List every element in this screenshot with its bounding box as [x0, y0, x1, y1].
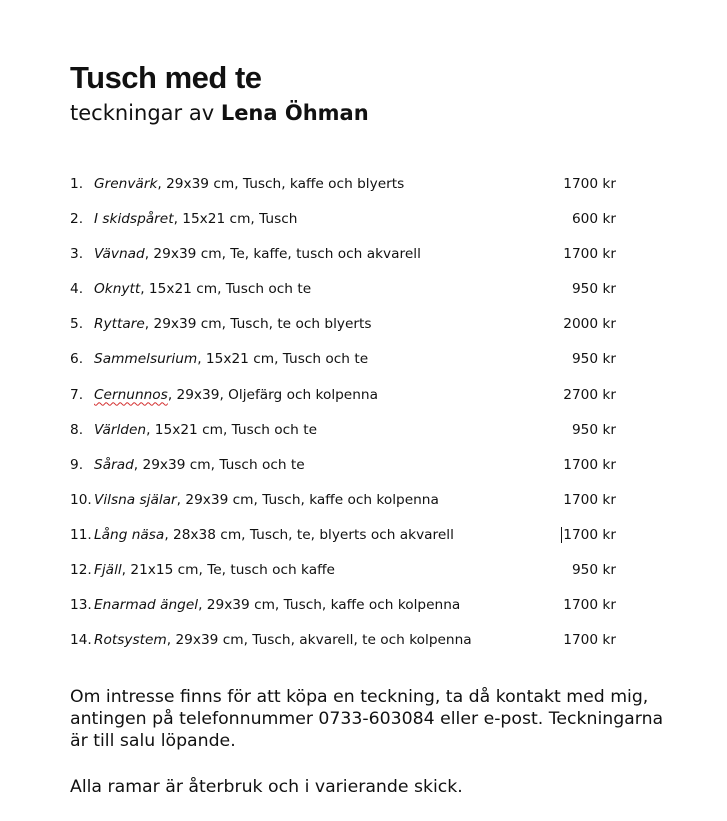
item-price: 950 kr — [571, 421, 616, 438]
list-item[interactable] — [70, 490, 630, 525]
item-number: 3. — [70, 246, 84, 263]
list-item[interactable] — [70, 630, 630, 665]
item-description — [94, 595, 460, 615]
list-item[interactable] — [70, 244, 630, 279]
item-title: Fjäll — [94, 562, 122, 579]
item-details: , 15x21 cm, Tusch — [173, 211, 298, 228]
item-number: 2. — [70, 211, 84, 228]
item-title: I skidspåret — [94, 211, 174, 228]
subtitle-prefix: teckningar av — [70, 101, 215, 125]
item-number: 7. — [70, 386, 84, 403]
item-number: 5. — [70, 316, 84, 333]
item-details: , 15x21 cm, Tusch och te — [140, 281, 312, 298]
contact-paragraph: Om intresse finns för att köpa en teckning, ta då kontakt med mig, antingen på telefonnummer 0733-603084 eller e-post. Teckningarna är till salu löpande. — [70, 687, 664, 751]
document-page — [70, 58, 690, 797]
item-description — [94, 349, 368, 369]
item-details: , 29x39 cm, Tusch, akvarell, te och kolpenna — [166, 632, 472, 649]
item-title: Oknytt — [94, 281, 141, 298]
item-number: 6. — [70, 351, 84, 368]
item-description — [94, 279, 311, 299]
item-number: 9. — [70, 456, 84, 473]
item-description — [94, 455, 305, 475]
list-item[interactable] — [70, 209, 630, 244]
item-number: 10. — [70, 491, 92, 508]
list-item[interactable] — [70, 174, 630, 209]
document-subtitle — [70, 98, 690, 128]
item-price: 1700 kr — [563, 176, 616, 192]
item-details: , 28x38 cm, Tusch, te, blyerts och akvarell — [164, 526, 454, 543]
item-title: Lång näsa — [94, 526, 165, 543]
item-description — [94, 244, 421, 264]
item-price: 1700 kr — [563, 632, 616, 649]
item-price: 1700 kr — [563, 456, 616, 473]
item-description — [94, 560, 335, 580]
artwork-list — [70, 174, 630, 665]
author-name: Lena Öhman — [220, 101, 369, 125]
item-title: Grenvärk — [94, 176, 158, 192]
item-description — [94, 314, 372, 334]
item-price: 1700 kr — [563, 246, 616, 263]
item-description — [94, 525, 454, 545]
item-details: , 15x21 cm, Tusch och te — [197, 351, 369, 368]
frames-paragraph: Alla ramar är återbruk och i varierande skick. — [70, 777, 463, 797]
item-title: Vävnad — [94, 246, 145, 263]
text-cursor — [561, 527, 562, 543]
item-title: Enarmad ängel — [94, 597, 199, 614]
item-price: 950 kr — [571, 562, 616, 579]
item-details: , 29x39 cm, Tusch, kaffe och kolpenna — [176, 491, 439, 508]
list-item[interactable] — [70, 420, 630, 455]
list-item[interactable] — [70, 314, 630, 349]
item-details: , 29x39 cm, Tusch, te och blyerts — [144, 316, 372, 333]
item-number: 12. — [70, 562, 92, 579]
item-price-value: 1700 kr — [563, 526, 616, 543]
item-description — [94, 490, 439, 510]
item-details: , 29x39 cm, Te, kaffe, tusch och akvarell — [144, 246, 421, 263]
item-price: 2700 kr — [563, 386, 616, 403]
item-description — [94, 174, 404, 194]
item-title: Världen — [94, 421, 147, 438]
item-title: Ryttare — [94, 316, 145, 333]
list-item[interactable] — [70, 385, 630, 420]
item-details: , 21x15 cm, Te, tusch och kaffe — [121, 562, 335, 579]
item-description — [94, 385, 378, 405]
item-number: 8. — [70, 421, 84, 438]
item-details: , 29x39 cm, Tusch och te — [133, 456, 305, 473]
item-title: Vilsna själar — [94, 491, 177, 508]
item-title: Rotsystem — [94, 632, 167, 649]
list-item[interactable] — [70, 279, 630, 314]
list-item[interactable] — [70, 455, 630, 490]
list-item[interactable] — [70, 525, 630, 560]
item-price — [563, 525, 616, 545]
item-number: 1. — [70, 176, 84, 192]
list-item[interactable] — [70, 595, 630, 630]
item-details: , 29x39 cm, Tusch, kaffe och blyerts — [157, 176, 405, 192]
list-item[interactable] — [70, 349, 630, 384]
item-price: 2000 kr — [563, 316, 616, 333]
item-number: 11. — [70, 526, 92, 543]
item-price: 950 kr — [571, 351, 616, 368]
item-price: 1700 kr — [563, 491, 616, 508]
item-details: , 29x39, Oljefärg och kolpenna — [167, 386, 378, 403]
item-description — [94, 420, 317, 440]
item-number: 13. — [70, 597, 92, 614]
item-title-misspelled: Cernunnos — [94, 386, 168, 403]
item-price: 950 kr — [571, 281, 616, 298]
item-details: , 29x39 cm, Tusch, kaffe och kolpenna — [198, 597, 461, 614]
list-item[interactable] — [70, 560, 630, 595]
item-title: Sårad — [94, 456, 134, 473]
item-price: 600 kr — [571, 211, 616, 228]
item-description — [94, 209, 297, 229]
item-details: , 15x21 cm, Tusch och te — [146, 421, 317, 438]
item-number: 4. — [70, 281, 84, 298]
item-title: Sammelsurium — [94, 351, 198, 368]
item-price: 1700 kr — [563, 597, 616, 614]
document-title: Tusch med te — [70, 60, 262, 95]
item-number: 14. — [70, 632, 92, 649]
item-description — [94, 630, 472, 650]
